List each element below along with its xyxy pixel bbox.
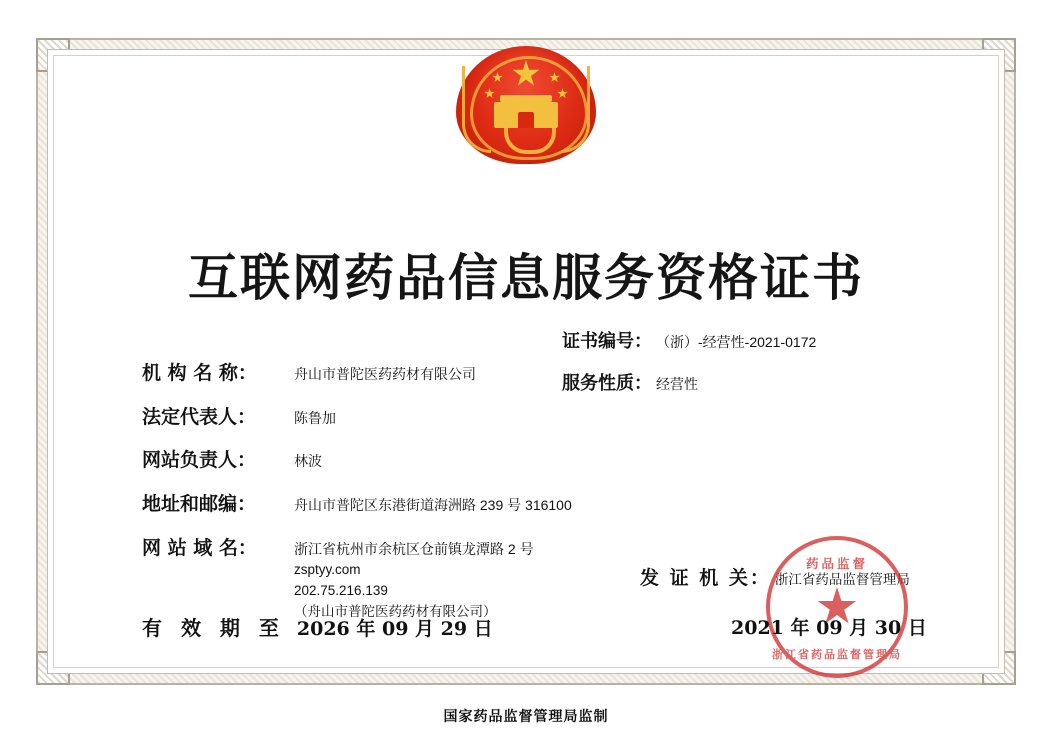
field-value-address: 舟山市普陀区东港街道海洲路 239 号 316100 (294, 497, 572, 514)
official-red-seal (766, 536, 908, 678)
issuer-value: 浙江省药品监督管理局 (774, 572, 910, 587)
field-value-website-manager: 林波 (294, 453, 322, 470)
field-value-domain-main: 浙江省杭州市余杭区仓前镇龙潭路 2 号 (294, 540, 534, 557)
validity-label: 有 效 期 至 (142, 616, 285, 640)
field-row-organization (142, 358, 662, 386)
field-value-domain-group (294, 539, 534, 623)
emblem-tiananmen-gate (494, 102, 558, 128)
certificate-number-label: 证书编号： (562, 331, 652, 352)
field-row-website-manager (142, 445, 662, 473)
field-row-address (142, 489, 662, 517)
field-value-organization: 舟山市普陀医药药材有限公司 (294, 366, 476, 382)
field-label-website-manager: 网站负责人： (142, 449, 257, 472)
emblem-wheat-left (462, 66, 491, 153)
service-type-value: 经营性 (656, 376, 698, 392)
field-value-domain-sub-3: （舟山市普陀医药药材有限公司） (294, 604, 497, 620)
field-row-domain (142, 533, 662, 623)
field-row-legal-representative (142, 402, 662, 430)
field-label-address: 地址和邮编： (142, 493, 257, 516)
certificate-number-row (562, 327, 982, 353)
seal-bottom-text: 浙江省药品监督管理局 (772, 648, 902, 661)
validity-row (142, 612, 493, 641)
page-title: 互联网药品信息服务资格证书 (188, 248, 864, 307)
issue-date: 2021 年 09 月 30 日 (731, 617, 927, 639)
certificate-fields (142, 358, 662, 639)
field-value-domain-sub-2: 202.75.216.139 (294, 583, 388, 599)
field-value-legal-representative: 陈鲁加 (294, 409, 336, 426)
national-emblem-icon (456, 46, 596, 178)
seal-top-text: 药品监督 (805, 556, 868, 571)
field-label-domain: 网 站 域 名： (142, 536, 257, 559)
footer-text: 国家药品监督管理局监制 (443, 709, 609, 725)
field-label-organization: 机 构 名 称： (142, 362, 257, 384)
field-value-domain-sub-1: zsptyy.com (294, 562, 361, 578)
certificate-number-value: （浙）-经营性-2021-0172 (656, 334, 817, 350)
validity-date: 2026 年 09 月 29 日 (296, 618, 493, 640)
issuer-label: 发 证 机 关： (640, 567, 771, 589)
field-label-legal-representative: 法定代表人： (142, 405, 257, 428)
service-type-label: 服务性质： (562, 373, 652, 394)
